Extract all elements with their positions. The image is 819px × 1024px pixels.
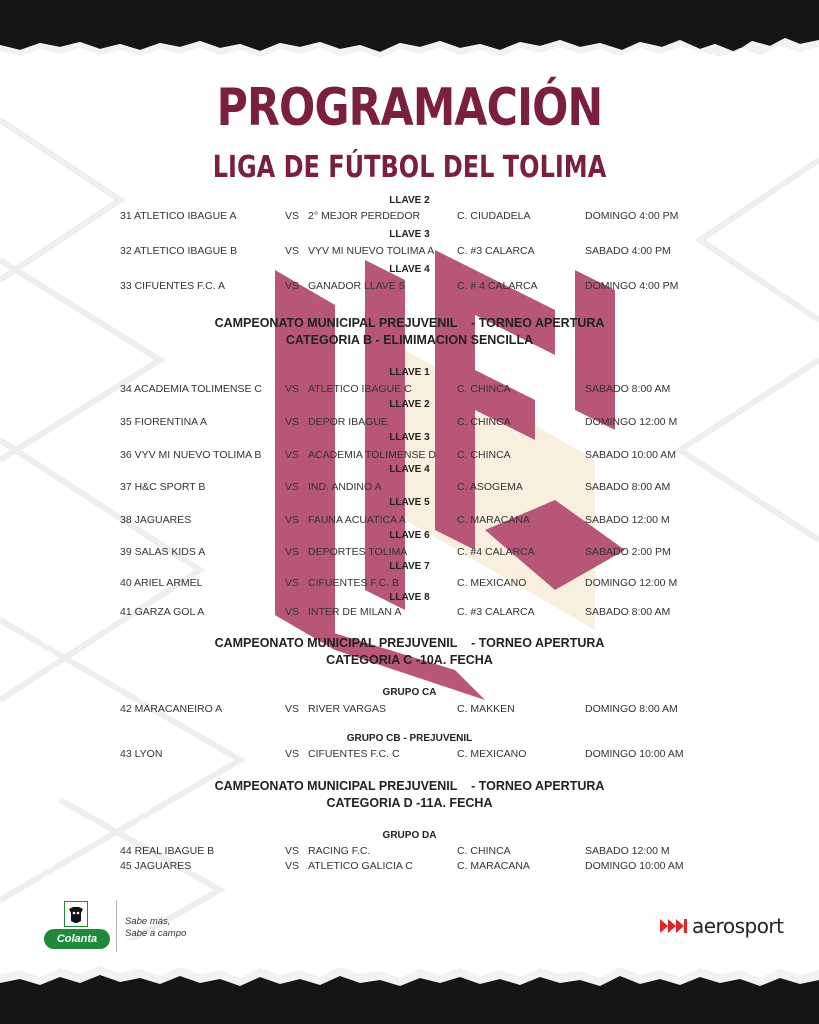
home-team: 36 VYV MI NUEVO TOLIMA B (120, 449, 262, 461)
home-team: 44 REAL IBAGUE B (120, 845, 215, 857)
aerosport-logo (660, 913, 784, 939)
page-title: PROGRAMACIÓN (216, 78, 603, 138)
away-team: ATLETICO GALICIA C (308, 860, 413, 872)
llave-label: LLAVE 5 (389, 497, 430, 508)
group-label: GRUPO CB - PREJUVENIL (346, 733, 473, 744)
match-row (0, 845, 819, 859)
section-heading (0, 635, 819, 669)
llave-label: LLAVE 2 (389, 195, 430, 206)
vs-label: VS (285, 546, 300, 558)
fast-forward-icon (660, 919, 688, 933)
away-team: RACING F.C. (308, 845, 371, 857)
home-team: 35 FIORENTINA A (120, 416, 207, 428)
match-time: DOMINGO 10:00 AM (585, 748, 684, 760)
match-time: DOMINGO 4:00 PM (585, 280, 679, 292)
venue: C. MAKKEN (457, 703, 515, 715)
vs-label: VS (285, 514, 300, 526)
vs-label: VS (285, 748, 300, 760)
vs-label: VS (285, 245, 300, 257)
venue: C. #4 CALARCA (457, 546, 535, 558)
match-row (0, 449, 819, 463)
home-team: 33 CIFUENTES F.C. A (120, 280, 226, 292)
home-team: 42 MARACANEIRO A (120, 703, 223, 715)
venue: C. CHINCA (457, 416, 511, 428)
vs-label: VS (285, 416, 300, 428)
away-team: GANADOR LLAVE 5 (308, 280, 405, 292)
vs-label: VS (285, 210, 300, 222)
section-heading-line2: CATEGORIA B - ELIMIMACION SENCILLA (285, 333, 534, 347)
llave-label: LLAVE 7 (389, 561, 430, 572)
llave-label: LLAVE 1 (389, 367, 430, 378)
match-row (0, 210, 819, 224)
vs-label: VS (285, 845, 300, 857)
match-time: SABADO 4:00 PM (585, 245, 671, 257)
vs-label: VS (285, 577, 300, 589)
colanta-logo: Colanta (44, 929, 110, 949)
section-heading-line1: CAMPEONATO MUNICIPAL PREJUVENIL - TORNEO APERTURA (214, 779, 605, 793)
group-label: GRUPO CA (382, 687, 437, 698)
llave-label: LLAVE 3 (389, 229, 430, 240)
colanta-slogan (125, 916, 186, 940)
venue: C. CHINCA (457, 845, 511, 857)
vs-label: VS (285, 280, 300, 292)
cow-icon (64, 901, 88, 927)
match-time: SABADO 2:00 PM (585, 546, 671, 558)
home-team: 32 ATLETICO IBAGUE B (120, 245, 238, 257)
divider (116, 900, 117, 952)
home-team: 43 LYON (120, 748, 163, 760)
section-heading-line1: CAMPEONATO MUNICIPAL PREJUVENIL - TORNEO APERTURA (214, 636, 605, 650)
match-time: SABADO 8:00 AM (585, 606, 671, 618)
match-time: DOMINGO 4:00 PM (585, 210, 679, 222)
aerosport-text: aerosport (692, 914, 784, 938)
venue: C. CHINCA (457, 449, 511, 461)
home-team: 45 JAGUARES (120, 860, 192, 872)
match-row (0, 245, 819, 259)
section-heading-line1: CAMPEONATO MUNICIPAL PREJUVENIL - TORNEO APERTURA (214, 316, 605, 330)
match-time: SABADO 8:00 AM (585, 383, 671, 395)
match-time: SABADO 8:00 AM (585, 481, 671, 493)
away-team: ATLETICO IBAGUE C (308, 383, 412, 395)
section-heading (0, 778, 819, 812)
slogan-line1: Sabe más, (125, 916, 171, 927)
away-team: VYV MI NUEVO TOLIMA A (308, 245, 435, 257)
group-label: GRUPO DA (382, 830, 437, 841)
home-team: 38 JAGUARES (120, 514, 192, 526)
venue: C. #3 CALARCA (457, 245, 535, 257)
match-row (0, 383, 819, 397)
venue: C. MARACANA (457, 514, 530, 526)
home-team: 31 ATLETICO IBAGUE A (120, 210, 237, 222)
page-subtitle: LIGA DE FÚTBOL DEL TOLIMA (212, 150, 607, 185)
match-row (0, 577, 819, 591)
match-row (0, 416, 819, 430)
venue: C. #3 CALARCA (457, 606, 535, 618)
home-team: 41 GARZA GOL A (120, 606, 205, 618)
match-row (0, 481, 819, 495)
match-row (0, 703, 819, 717)
match-row (0, 606, 819, 620)
llave-label: LLAVE 6 (389, 530, 430, 541)
match-time: DOMINGO 12:00 M (585, 577, 678, 589)
vs-label: VS (285, 703, 300, 715)
llave-label: LLAVE 4 (389, 464, 430, 475)
venue: C. MEXICANO (457, 748, 527, 760)
away-team: DEPOR IBAGUE (308, 416, 388, 428)
venue: C. # 4 CALARCA (457, 280, 538, 292)
away-team: DEPORTES TOLIMA (308, 546, 408, 558)
match-row (0, 860, 819, 874)
match-row (0, 280, 819, 294)
vs-label: VS (285, 383, 300, 395)
match-row (0, 546, 819, 560)
match-time: SABADO 10:00 AM (585, 449, 677, 461)
venue: C. CIUDADELA (457, 210, 531, 222)
llave-label: LLAVE 4 (389, 264, 430, 275)
away-team: RIVER VARGAS (308, 703, 386, 715)
match-row (0, 748, 819, 762)
vs-label: VS (285, 481, 300, 493)
torn-paper-top (0, 0, 819, 70)
slogan-line2: Sabe a campo (125, 928, 187, 939)
match-time: SABADO 12:00 M (585, 845, 670, 857)
match-time: DOMINGO 12:00 M (585, 416, 678, 428)
vs-label: VS (285, 606, 300, 618)
section-heading-line2: CATEGORIA C -10A. FECHA (326, 653, 493, 667)
llave-label: LLAVE 3 (389, 432, 430, 443)
away-team: 2° MEJOR PERDEDOR (308, 210, 421, 222)
torn-paper-bottom (0, 952, 819, 1024)
venue: C. ASOGEMA (457, 481, 523, 493)
llave-label: LLAVE 2 (389, 399, 430, 410)
away-team: INTER DE MILAN A (308, 606, 402, 618)
home-team: 34 ACADEMIA TOLIMENSE C (120, 383, 262, 395)
vs-label: VS (285, 449, 300, 461)
llave-label: LLAVE 8 (389, 592, 430, 603)
match-row (0, 514, 819, 528)
match-time: DOMINGO 8:00 AM (585, 703, 678, 715)
away-team: ACADEMIA TOLIMENSE D (308, 449, 436, 461)
venue: C. MEXICANO (457, 577, 527, 589)
venue: C. CHINCA (457, 383, 511, 395)
away-team: CIFUENTES F.C. C (308, 748, 400, 760)
section-heading (0, 315, 819, 349)
home-team: 40 ARIEL ARMEL (120, 577, 203, 589)
match-time: DOMINGO 10:00 AM (585, 860, 684, 872)
home-team: 37 H&C SPORT B (120, 481, 206, 493)
away-team: IND. ANDINO A (308, 481, 382, 493)
venue: C. MARACANA (457, 860, 530, 872)
match-time: SABADO 12:00 M (585, 514, 670, 526)
home-team: 39 SALAS KIDS A (120, 546, 206, 558)
section-heading-line2: CATEGORIA D -11A. FECHA (326, 796, 493, 810)
away-team: CIFUENTES F.C. B (308, 577, 400, 589)
away-team: FAUNA ACUATICA A (308, 514, 406, 526)
vs-label: VS (285, 860, 300, 872)
